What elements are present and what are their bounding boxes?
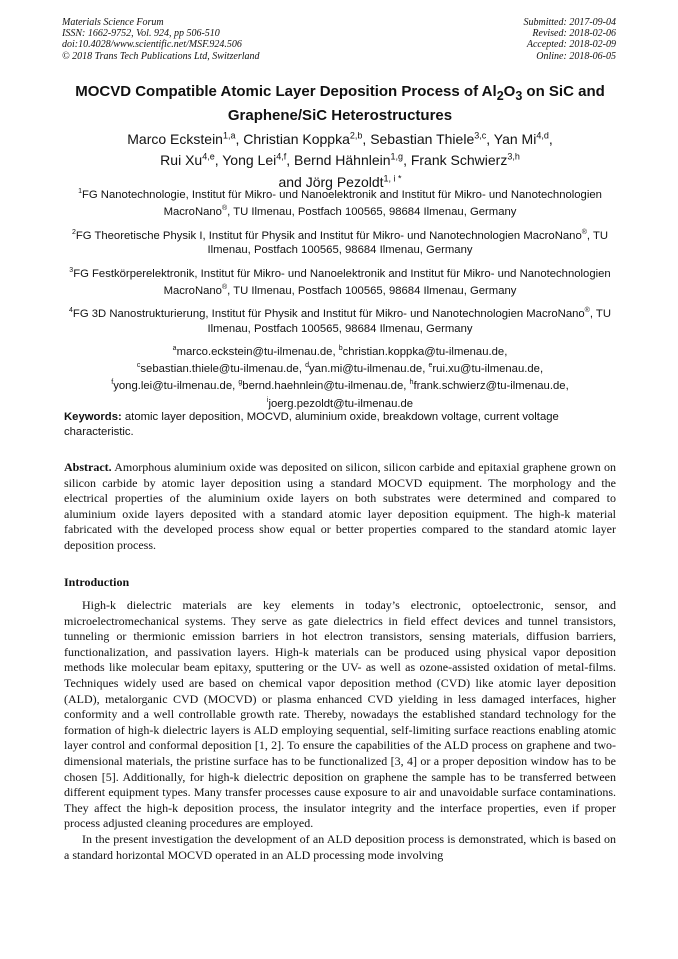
abstract (64, 460, 616, 553)
author: Bernd Hähnlein$^{1,g}$, (294, 151, 411, 169)
affiliation: $^1$FG Nanotechnologie, Institut für Mikro- und Nanoelektronik and Institut für Mikro- und Nanotechnologien MacroNano®, TU Ilmenau, Postfach 100565, 98684 Ilmenau, Germany (78, 188, 602, 219)
author: Christian Koppka$^{2,b}$, (243, 130, 371, 147)
author: Yan Mi$^{4,d}$, (493, 130, 553, 147)
author: Yong Lei$^{4,f}$, (222, 151, 295, 169)
keywords-text: atomic layer deposition, MOCVD, aluminium oxide, breakdown voltage, current voltage characteristic. (64, 411, 559, 438)
paragraph: High-k dielectric materials are key elements in today’s electronic, optoelectronic, sensor, and microelectromechanical systems. They serve as gate dielectrics in field effect devices and tunnel transistors, tunneling or thermionic emission barriers in hot electron transistors, sensing materials, diffusion barriers, functionalization, and passivation layers. High-k materials can be produced using physical vapor deposition methods like molecular beam epitaxy, sputtering or the UV- as well as ozone-assisted oxidation of metal-films. Techniques widely used are based on chemical vapor deposition method (CVD) like atomic layer deposition (ALD), metalorganic CVD (MOCVD) or plasma enhanced CVD yielding in less damaged interfaces, higher conformity and a well controllable growth rate. Thereby, nowadays the established standard technology for the formation of high-k dielectric layers is ALD employing sequential, self-limiting surface reactions enabling atomic layer control and conformal deposition [1, 2]. To ensure the capabilities of the ALD process on graphene and two-dimensional materials, the pristine surface has to be functionalized [3, 4] or a proper deposition window has to be chosen [5]. Additionally, for high-k dielectric deposition on graphene the sample has to be transferred between different equipment types. Many transfer processes cause exposure to air and unavoidable surface contaminations. They affect the high-k deposition process, the insulator integrity and the interface properties, even if proper process adjusted cleaning procedures are employed. (64, 598, 616, 831)
email[interactable]: $^d$yan.mi@tu-ilmenau.de, (305, 362, 429, 376)
journal-issn: ISSN: 1662-9752, Vol. 924, pp 506-510 (62, 28, 220, 40)
email[interactable]: $^b$christian.koppka@tu-ilmenau.de, (338, 345, 508, 359)
email-list (66, 342, 614, 411)
affiliation: $^2$FG Theoretische Physik I, Institut für Physik and Institut für Mikro- und Nanotechnologien MacroNano®, TU Ilmenau, Postfach 100565, 98684 Ilmenau, Germany (71, 228, 609, 257)
affiliation: $^4$FG 3D Nanostrukturierung, Institut für Physik and Institut für Mikro- und Nanotechnologien MacroNano®, TU Ilmenau, Postfach 100565, 98684 Ilmenau, Germany (69, 307, 611, 335)
journal-copyright: © 2018 Trans Tech Publications Ltd, Switzerland (62, 50, 260, 62)
affiliation: $^3$FG Festkörperelektronik, Institut für Mikro- und Nanoelektronik and Institut für Mikro- und Nanotechnologien MacroNano®, TU Ilmenau, Postfach 100565, 98684 Ilmenau, Germany (69, 266, 611, 297)
section-heading: Introduction (64, 575, 130, 589)
date-online: Online: 2018-06-05 (536, 50, 616, 62)
keywords (64, 410, 616, 440)
abstract-text: Amorphous aluminium oxide was deposited on silicon, silicon carbide and epitaxial graphene grown on silicon carbide by atomic layer deposition using a standard MOCVD equipment. The morphology and the electrical properties of the aluminium oxide layers on both substrates were determined and compared to aluminium oxide layers deposited with a standard atomic layer deposition equipment. The high-k material fabricated with the developed process show equal or better properties compared to the standard atomic layer deposition process. (64, 460, 616, 552)
email[interactable]: $^a$marco.eckstein@tu-ilmenau.de, (172, 345, 339, 359)
date-accepted: Accepted: 2018-02-09 (526, 39, 616, 51)
keywords-label: Keywords: (64, 411, 122, 423)
email[interactable]: $^i$joerg.pezoldt@tu-ilmenau.de (266, 396, 414, 410)
submission-dates (524, 17, 617, 62)
email[interactable]: $^f$yong.lei@tu-ilmenau.de, (111, 379, 239, 393)
email[interactable]: $^g$bernd.haehnlein@tu-ilmenau.de, (238, 379, 410, 393)
author: Marco Eckstein$^{1,a}$, (127, 130, 244, 147)
author: Frank Schwierz$^{3,h}$ (410, 151, 520, 169)
journal-name: Materials Science Forum (62, 17, 164, 28)
author: Sebastian Thiele$^{3,c}$, (370, 130, 494, 147)
paper-title: MOCVD Compatible Atomic Layer Deposition Process of $Al_2O_3$ on SiC and Graphene/SiC Heterostructures (75, 83, 605, 124)
email[interactable]: $^c$sebastian.thiele@tu-ilmenau.de, (136, 362, 306, 376)
author: Rui Xu$^{4,e}$, (160, 151, 223, 169)
abstract-label: Abstract. (64, 460, 112, 474)
paragraph: In the present investigation the development of an ALD deposition process is demonstrated, which is based on a standard horizontal MOCVD operated in an ALD processing mode involving (64, 831, 616, 862)
author: and Jörg Pezoldt$^{1, i *}$ (278, 173, 402, 190)
affiliations (66, 185, 614, 411)
email[interactable]: $^e$rui.xu@tu-ilmenau.de, (428, 362, 544, 376)
journal-info (62, 17, 260, 62)
date-revised: Revised: 2018-02-06 (532, 28, 616, 40)
email[interactable]: $^h$frank.schwierz@tu-ilmenau.de, (409, 379, 569, 393)
journal-doi: doi:10.4028/www.scientific.net/MSF.924.506 (62, 39, 242, 51)
author-list (60, 126, 620, 191)
date-submitted: Submitted: 2017-09-04 (523, 17, 616, 28)
introduction-body (64, 598, 616, 863)
